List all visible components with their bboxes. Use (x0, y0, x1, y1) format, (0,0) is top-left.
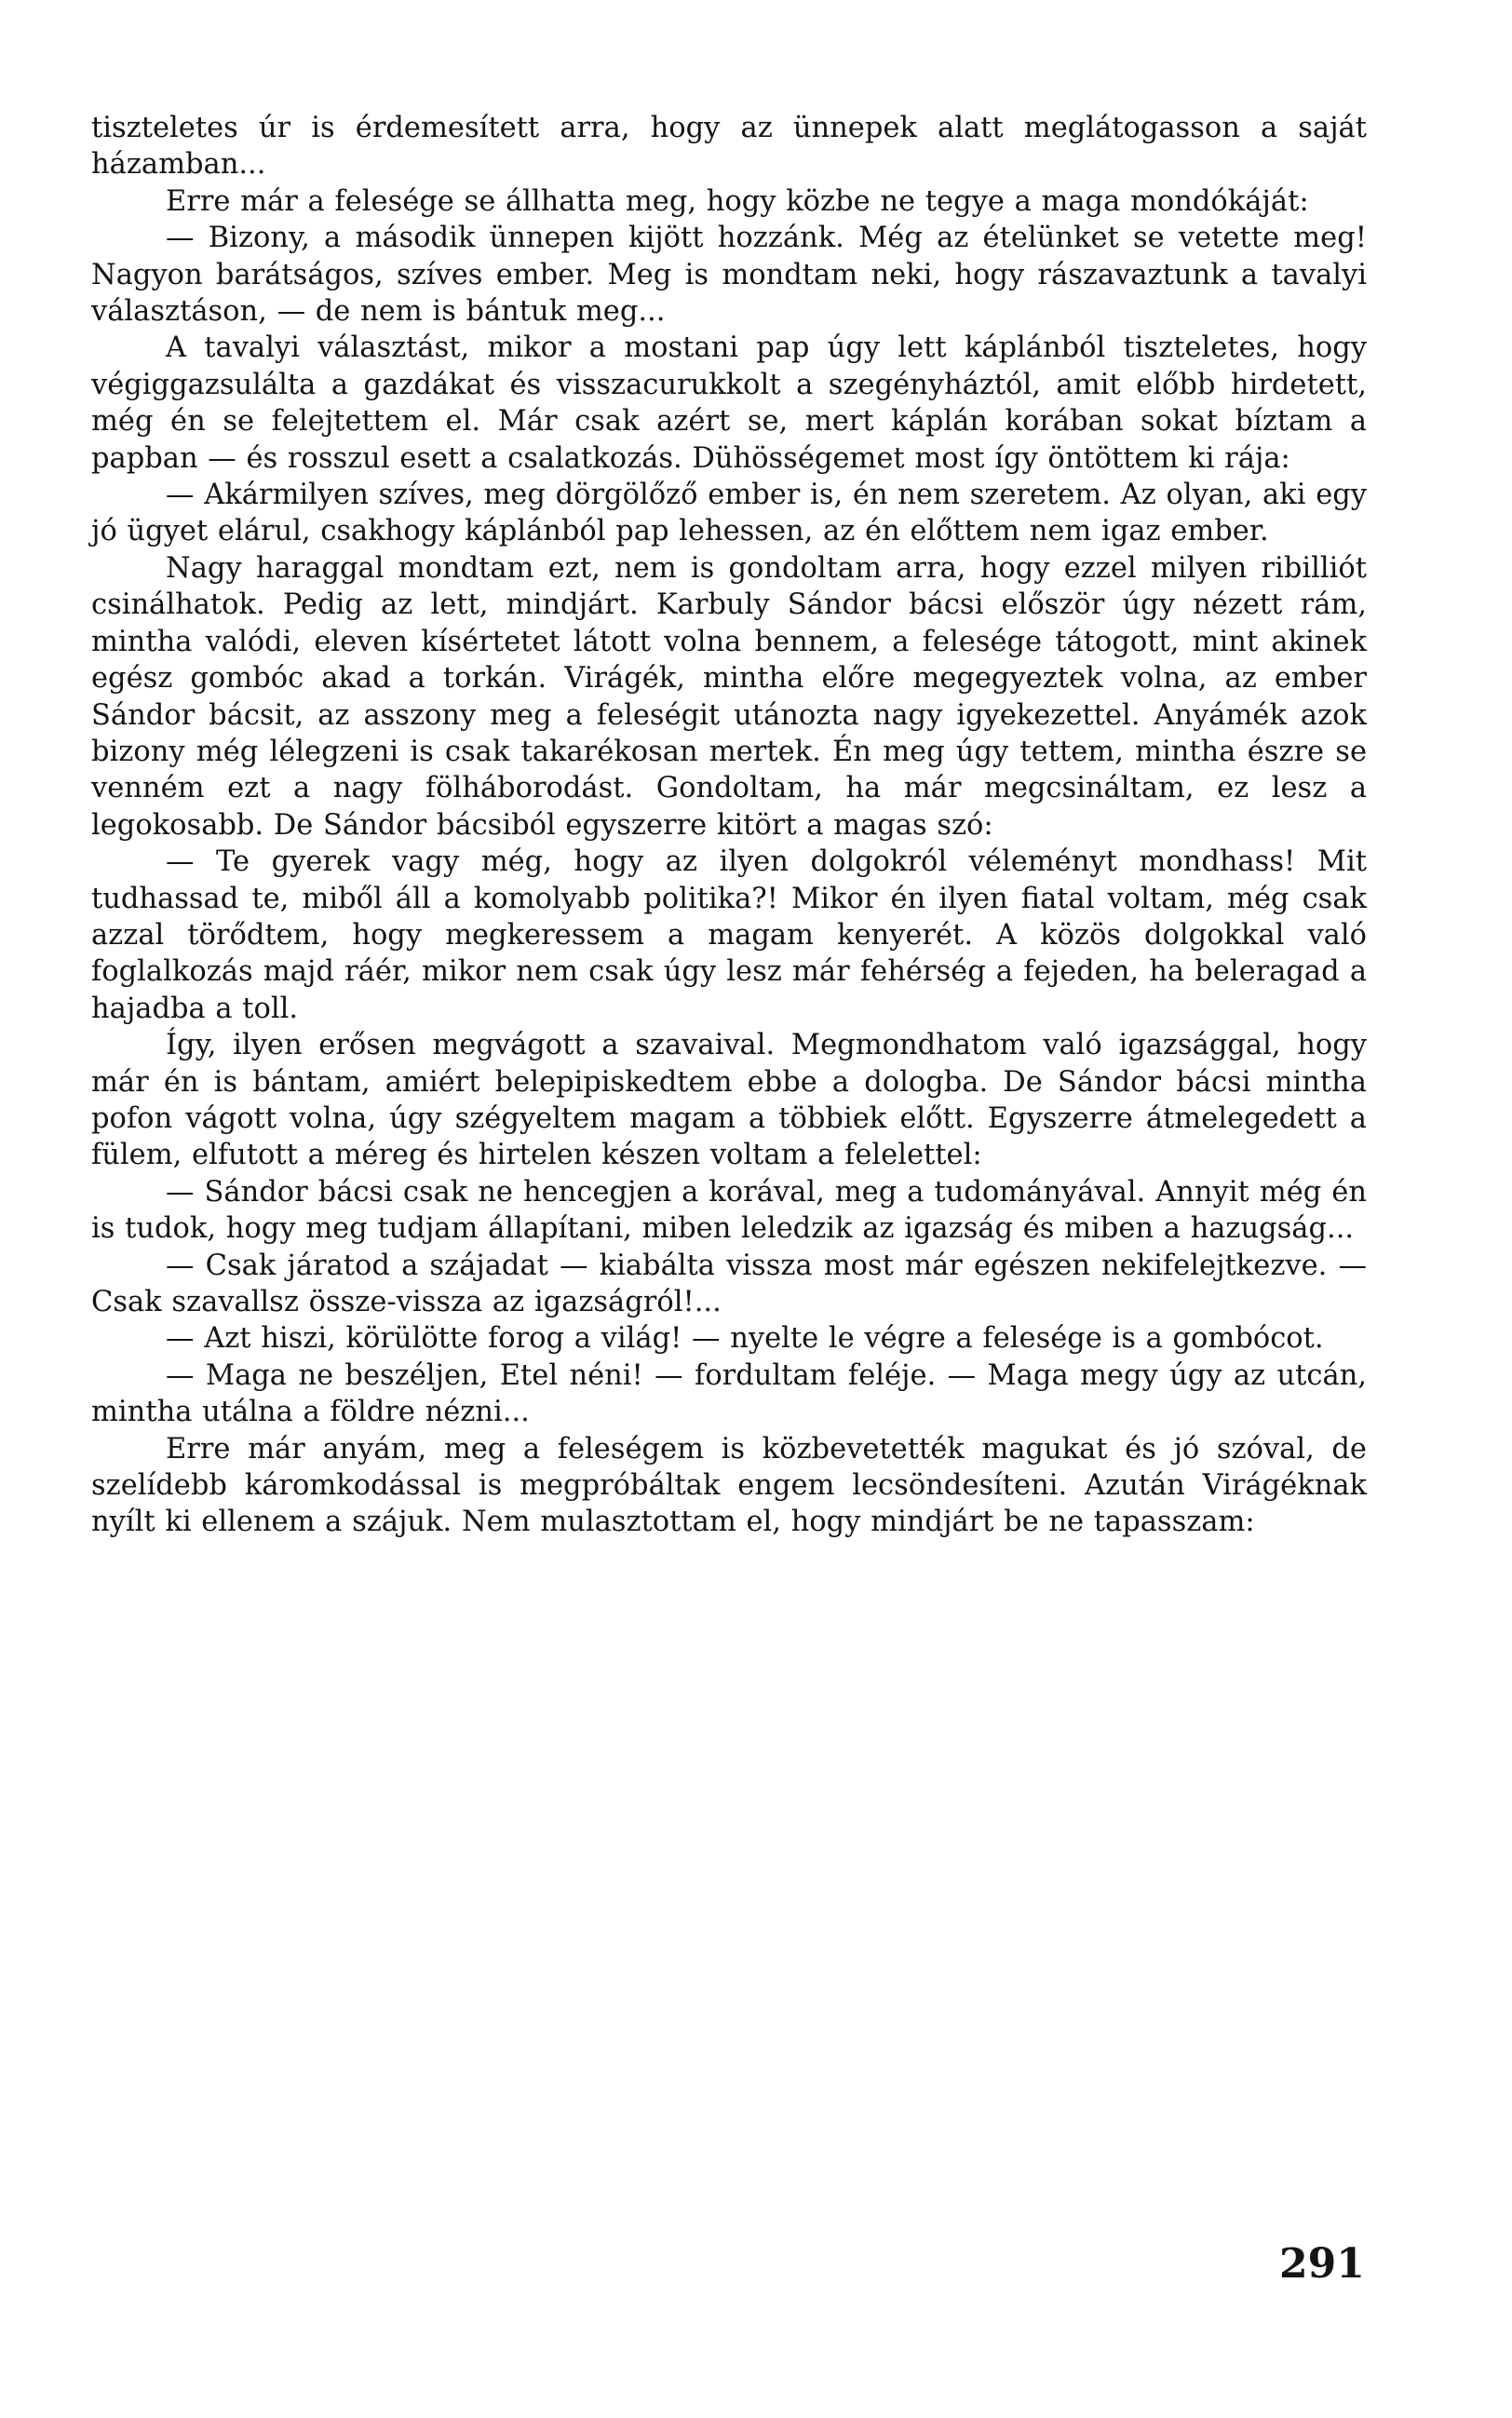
paragraph-10: — Csak járatod a szájadat — kiabálta vissza most már egészen nekifelejtkezve. — Csak szavallsz össze-vissza az igazságról!... (91, 1249, 1367, 1318)
page-number: 291 (1279, 2240, 1365, 2288)
paragraph-7: — Te gyerek vagy még, hogy az ilyen dolgokról véleményt mondhass! Mit tudhassad te, miből áll a komolyabb politika?! Mikor én ilyen fiatal voltam, még csak azzal törődtem, hogy megkeressem a magam kenyerét. A közös dolgokkal való foglalkozás majd ráér, mikor nem csak úgy lesz már fehérség a fejeden, ha beleragad a hajadba a toll. (91, 845, 1367, 1025)
paragraph-5: — Akármilyen szíves, meg dörgölőző ember is, én nem szeretem. Az olyan, aki egy jó ügyet elárul, csakhogy káplánból pap lehessen, az én előttem nem igaz ember. (91, 479, 1367, 548)
paragraph-1: tiszteletes úr is érdemesített arra, hogy az ünnepek alatt meglátogasson a saját házamban... (91, 112, 1367, 182)
paragraph-3: — Bizony, a második ünnepen kijött hozzánk. Még az ételünket se vetette meg! Nagyon barátságos, szíves ember. Meg is mondtam neki, hogy rászavaztunk a tavalyi választáson, — de nem is bántuk meg... (91, 222, 1367, 329)
paragraph-13: Erre már anyám, meg a feleségem is közbevetették magukat és jó szóval, de szelídebb káromkodással is megpróbáltak engem lecsöndesíteni. Azután Virágéknak nyílt ki ellenem a szájuk. Nem mulasztottam el, hogy mindjárt be ne tapasszam: (91, 1432, 1367, 1539)
paragraph-9: — Sándor bácsi csak ne hencegjen a korával, meg a tudományával. Annyit még én is tudok, hogy meg tudjam állapítani, miben leledzik az igazság és miben a hazugság... (91, 1175, 1367, 1246)
paragraph-11: — Azt hiszi, körülötte forog a világ! — nyelte le végre a felesége is a gombócot. (166, 1322, 1324, 1356)
paragraph-12: — Maga ne beszéljen, Etel néni! — fordultam feléje. — Maga megy úgy az utcán, mintha utálna a földre nézni... (91, 1358, 1367, 1429)
paragraph-4: A tavalyi választást, mikor a mostani pap úgy lett káplánból tiszteletes, hogy végiggazsulálta a gazdákat és visszacurukkolt a szegényháztól, amit előbb hirdetett, még én se felejtettem el. Már csak azért se, mert káplán korában sokat bíztam a papban — és rosszul esett a csalatkozás. Dühösségemet most így öntöttem ki rája: (91, 331, 1367, 475)
paragraph-6: Nagy haraggal mondtam ezt, nem is gondoltam arra, hogy ezzel milyen ribilliót csinálhatok. Pedig az lett, mindjárt. Karbuly Sándor bácsi először úgy nézett rám, mintha valódi, eleven kísértetet látott volna bennem, a felesége tátogott, mint akinek egész gombóc akad a torkán. Virágék, mintha előre megegyeztek volna, az ember Sándor bácsit, az asszony meg a feleségit utánozta nagy igyekezettel. Anyámék azok bizony még lélegzeni is csak takarékosan mertek. Én meg úgy tettem, mintha észre se venném ezt a nagy fölháborodást. Gondoltam, ha már megcsináltam, ez lesz a legokosabb. De Sándor bácsiból egyszerre kitört a magas szó: (91, 551, 1367, 842)
paragraph-8: Így, ilyen erősen megvágott a szavaival. Megmondhatom való igazsággal, hogy már én is bántam, amiért belepipiskedtem ebbe a dologba. De Sándor bácsi mintha pofon vágott volna, úgy szégyeltem magam a többiek előtt. Egyszerre átmelegedett a fülem, elfutott a méreg és hirtelen készen voltam a felelettel: (91, 1029, 1367, 1172)
paragraph-2: Erre már a felesége se állhatta meg, hogy közbe ne tegye a maga mondókáját: (166, 184, 1309, 218)
book-page (91, 110, 1367, 1541)
